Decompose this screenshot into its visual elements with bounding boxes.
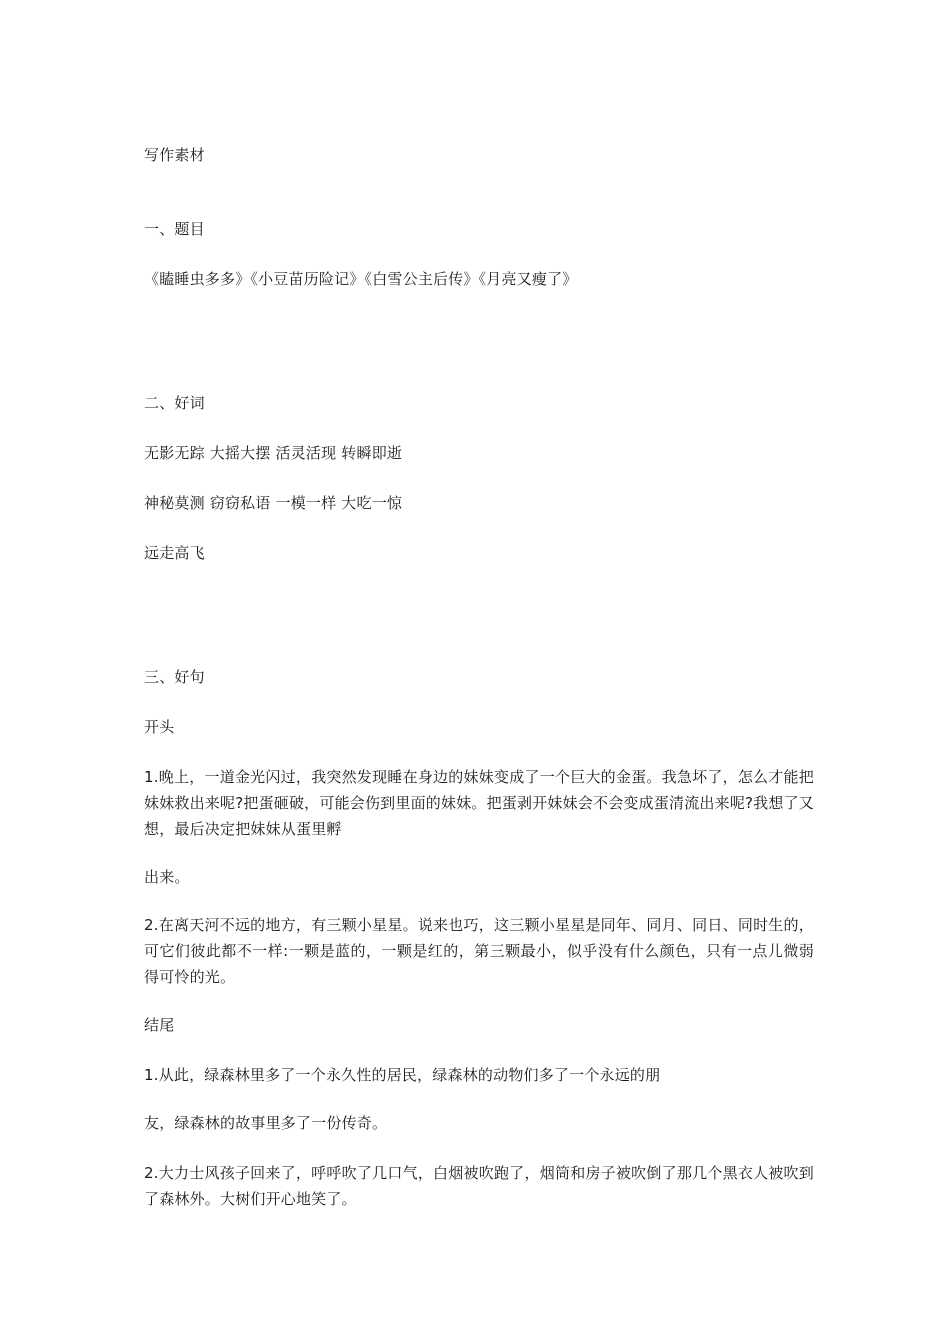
good-words-line: 无影无踪 大摇大摆 活灵活现 转瞬即逝 (144, 444, 403, 462)
good-words-line: 神秘莫测 窃窃私语 一模一样 大吃一惊 (144, 494, 403, 512)
opening-sentence-1: 1.晚上，一道金光闪过，我突然发现睡在身边的妹妹变成了一个巨大的金蛋。我急坏了，怎么才能把妹妹救出来呢?把蛋砸破，可能会伤到里面的妹妹。把蛋剥开妹妹会不会变成蛋清流出来呢?我想了又想，最后决定把妹妹从蛋里孵 (144, 768, 814, 838)
ending-sentence-2: 2.大力士风孩子回来了，呼呼吹了几口气，白烟被吹跑了，烟筒和房子被吹倒了那几个黑衣人被吹到了森林外。大树们开心地笑了。 (144, 1164, 814, 1208)
opening-sentence-1-continued: 出来。 (144, 868, 190, 886)
ending-sentence-1: 1.从此，绿森林里多了一个永久性的居民，绿森林的动物们多了一个永远的朋 (144, 1066, 661, 1084)
opening-label: 开头 (144, 718, 175, 736)
good-words-line: 远走高飞 (144, 544, 205, 562)
section-heading-good-sentences: 三、好句 (144, 668, 205, 686)
titles-list: 《瞌睡虫多多》《小豆苗历险记》《白雪公主后传》《月亮又瘦了》 (144, 270, 578, 288)
document-title: 写作素材 (144, 146, 205, 164)
section-heading-good-words: 二、好词 (144, 394, 205, 412)
ending-label: 结尾 (144, 1016, 175, 1034)
ending-sentence-1-continued: 友，绿森林的故事里多了一份传奇。 (144, 1114, 388, 1132)
section-heading-titles: 一、题目 (144, 220, 205, 238)
opening-sentence-2: 2.在离天河不远的地方，有三颗小星星。说来也巧，这三颗小星星是同年、同月、同日、同时生的，可它们彼此都不一样:一颗是蓝的，一颗是红的，第三颗最小，似乎没有什么颜色，只有一点儿微弱得可怜的光。 (144, 916, 814, 986)
